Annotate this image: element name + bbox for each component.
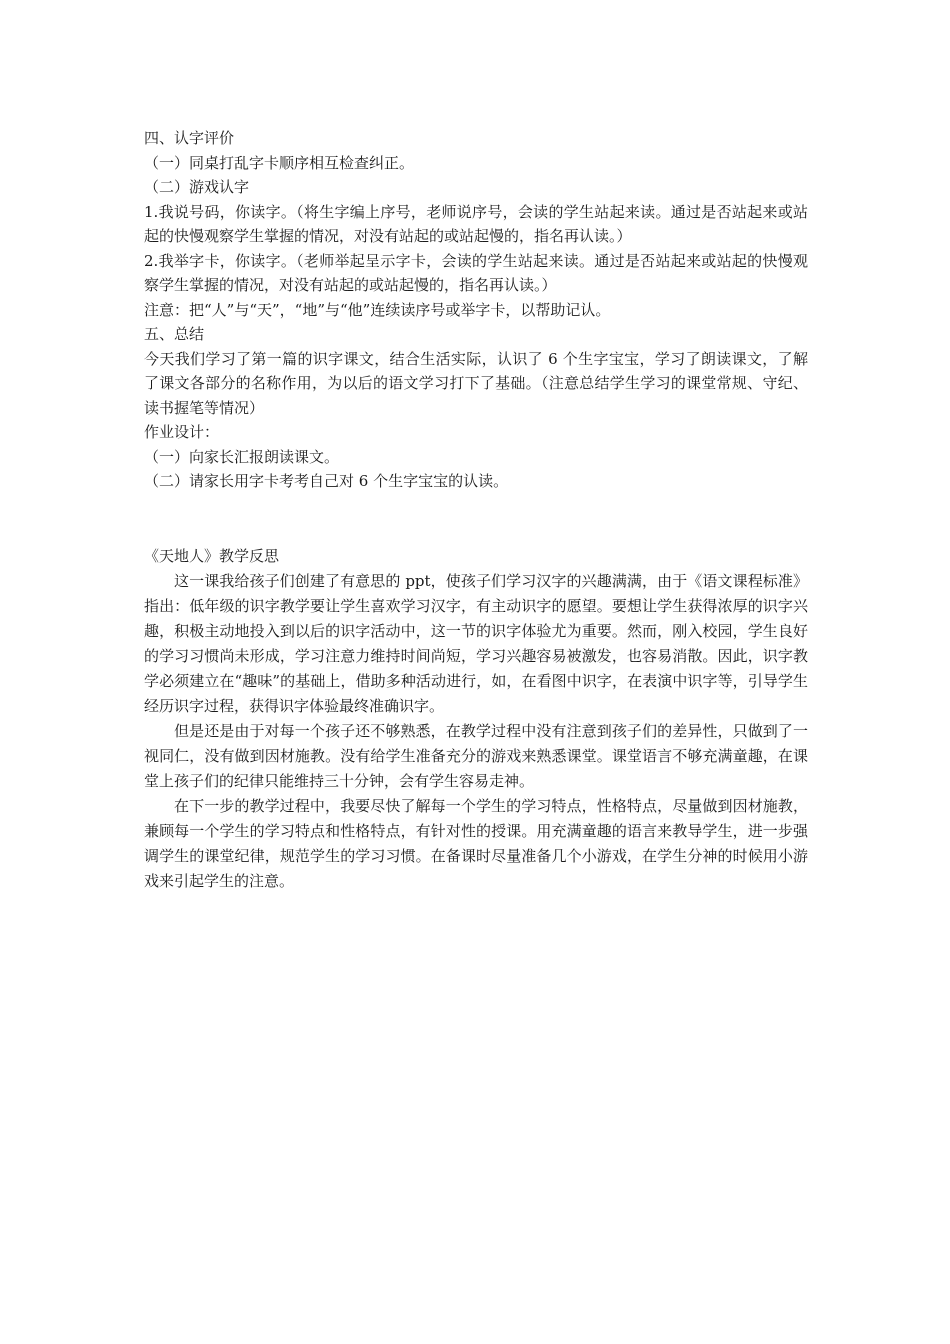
homework-item1: （一）向家长汇报朗读课文。: [144, 447, 340, 466]
section4-point2: 2.我举字卡，你读字。（老师举起呈示字卡，会读的学生站起来读。通过是否站起来或站起的快慢观察学生掌握的情况，对没有站起的或站起慢的，指名再认读。）: [144, 251, 808, 294]
section4-heading: 四、认字评价: [144, 129, 235, 147]
reflection-paragraph-2: 但是还是由于对每一个孩子还不够熟悉，在教学过程中没有注意到孩子们的差异性，只做到了一视同仁，没有做到因材施教。没有给学生准备充分的游戏来熟悉课堂。课堂语言不够充满童趣，在课堂上孩子们的纪律只能维持三十分钟，会有学生容易走神。: [144, 721, 808, 790]
homework-item2: （二）请家长用字卡考考自己对 6 个生字宝宝的认读。: [144, 472, 509, 490]
section4-item2: （二）游戏认字: [144, 178, 250, 196]
section5-heading: 五、总结: [144, 325, 205, 343]
section4-note: 注意：把“人”与“天”，“地”与“他”连续读序号或举字卡，以帮助记认。: [144, 300, 611, 319]
section4-point1: 1.我说号码，你读字。（将生字编上序号，老师说序号，会读的学生站起来读。通过是否站起来或站起的快慢观察学生掌握的情况，对没有站起的或站起慢的，指名再认读。）: [144, 202, 808, 245]
section-gap: [144, 494, 808, 544]
section4-item1: （一）同桌打乱字卡顺序相互检查纠正。: [144, 153, 415, 172]
reflection-title: 《天地人》教学反思: [144, 546, 280, 565]
document-page: [144, 126, 808, 894]
reflection-paragraph-1: 这一课我给孩子们创建了有意思的 ppt，使孩子们学习汉字的兴趣满满，由于《语文课程标准》指出：低年级的识字教学要让学生喜欢学习汉字，有主动识字的愿望。要想让学生获得浓厚的识字兴趣，积极主动地投入到以后的识字活动中，这一节的识字体验尤为重要。然而，刚入校园，学生良好的学习习惯尚未形成，学习注意力维持时间尚短，学习兴趣容易被激发，也容易消散。因此，识字教学必须建立在“趣味”的基础上，借助多种活动进行，如，在看图中识字，在表演中识字等，引导学生经历识字过程，获得识字体验最终准确识字。: [144, 571, 808, 715]
reflection-paragraph-3: 在下一步的教学过程中，我要尽快了解每一个学生的学习特点，性格特点，尽量做到因材施教，兼顾每一个学生的学习特点和性格特点，有针对性的授课。用充满童趣的语言来教导学生，进一步强调学生的课堂纪律，规范学生的学习习惯。在备课时尽量准备几个小游戏，在学生分神的时候用小游戏来引起学生的注意。: [144, 796, 808, 890]
section5-summary: 今天我们学习了第一篇的识字课文，结合生活实际，认识了 6 个生字宝宝，学习了朗读课文，了解了课文各部分的名称作用，为以后的语文学习打下了基础。（注意总结学生学习的课堂常规、守纪、读书握笔等情况）: [144, 349, 808, 417]
homework-heading: 作业设计：: [144, 423, 220, 441]
